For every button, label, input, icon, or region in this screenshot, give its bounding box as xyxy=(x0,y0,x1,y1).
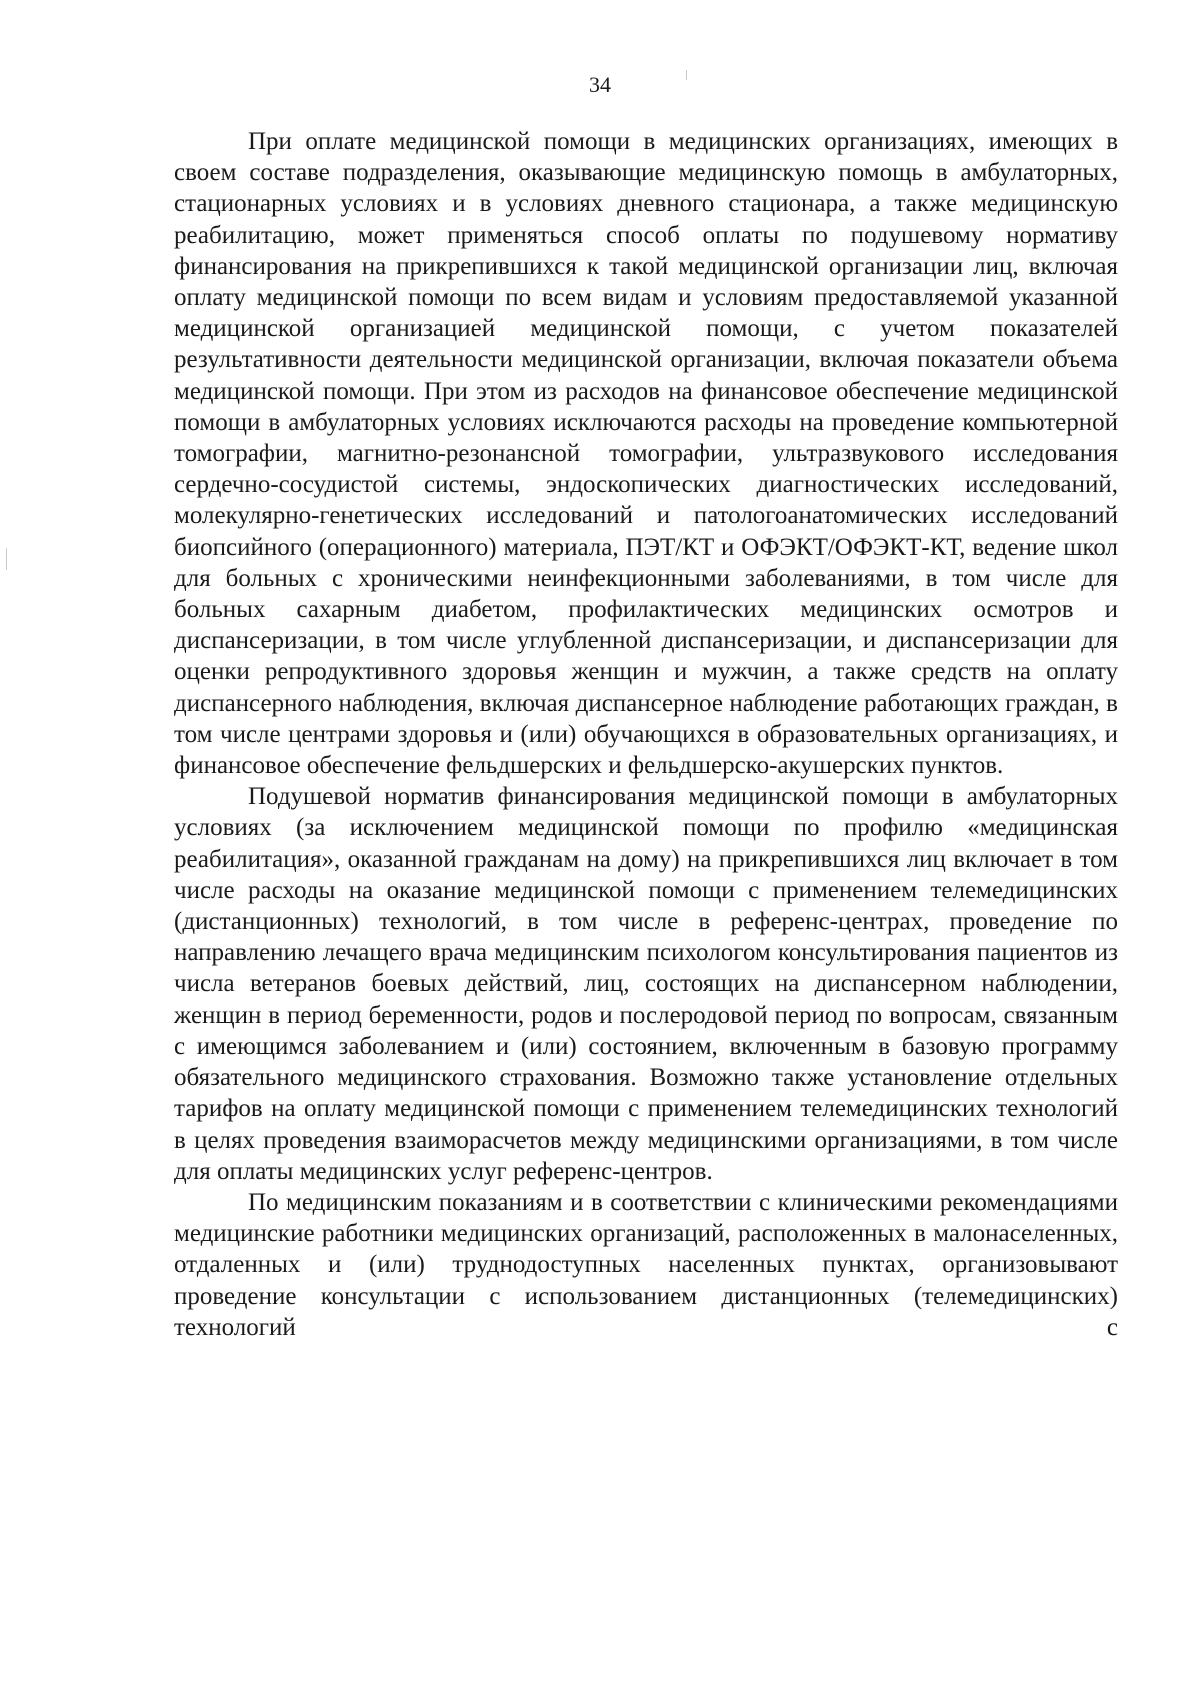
scan-mark-left xyxy=(6,548,7,570)
paragraph-3: По медицинским показаниям и в соответствии с клиническими рекомендациями медицинские работники медицинских организаций, расположенных в малонаселенных, отдаленных и (или) труднодоступных населенных пунктах, организовывают проведение консультации с использованием дистанционных (телемедицинских) технологий с xyxy=(174,1188,1118,1341)
paragraph-1: При оплате медицинской помощи в медицинских организациях, имеющих в своем составе подразделения, оказывающие медицинскую помощь в амбулаторных, стационарных условиях и в условиях дневного стационара, а также медицинскую реабилитацию, может применяться способ оплаты по подушевому нормативу финансирования на прикрепившихся к такой медицинской организации лиц, включая оплату медицинской помощи по всем видам и условиям предоставляемой указанной медицинской организацией медицинской помощи, с учетом показателей результативности деятельности медицинской организации, включая показатели объема медицинской помощи. При этом из расходов на финансовое обеспечение медицинской помощи в амбулаторных условиях исключаются расходы на проведение компьютерной томографии, магнитно-резонансной томографии, ультразвукового исследования сердечно-сосудистой системы, эндоскопических диагностических исследований, молекулярно-генетических исследований и патологоанатомических исследований биопсийного (операционного) материала, ПЭТ/КТ и ОФЭКТ/ОФЭКТ-КТ, ведение школ для больных с хроническими неинфекционными заболеваниями, в том числе для больных сахарным диабетом, профилактических медицинских осмотров и диспансеризации, в том числе углубленной диспансеризации, и диспансеризации для оценки репродуктивного здоровья женщин и мужчин, а также средств на оплату диспансерного наблюдения, включая диспансерное наблюдение работающих граждан, в том числе центрами здоровья и (или) обучающихся в образовательных организациях, и финансовое обеспечение фельдшерских и фельдшерско-акушерских пунктов. xyxy=(174,128,1118,780)
document-body xyxy=(174,126,1118,1343)
page-number: 34 xyxy=(589,72,611,97)
paragraph-2: Подушевой норматив финансирования медицинской помощи в амбулаторных условиях (за исключением медицинской помощи по профилю «медицинская реабилитация», оказанной гражданам на дому) на прикрепившихся лиц включает в том числе расходы на оказание медицинской помощи с применением телемедицинских (дистанционных) технологий, в том числе в референс-центрах, проведение по направлению лечащего врача медицинским психологом консультирования пациентов из числа ветеранов боевых действий, лиц, состоящих на диспансерном наблюдении, женщин в период беременности, родов и послеродовой период по вопросам, связанным с имеющимся заболеванием и (или) состоянием, включенным в базовую программу обязательного медицинского страхования. Возможно также установление отдельных тарифов на оплату медицинской помощи с применением телемедицинских технологий в целях проведения взаиморасчетов между медицинскими организациями, в том числе для оплаты медицинских услуг референс-центров. xyxy=(174,783,1118,1185)
